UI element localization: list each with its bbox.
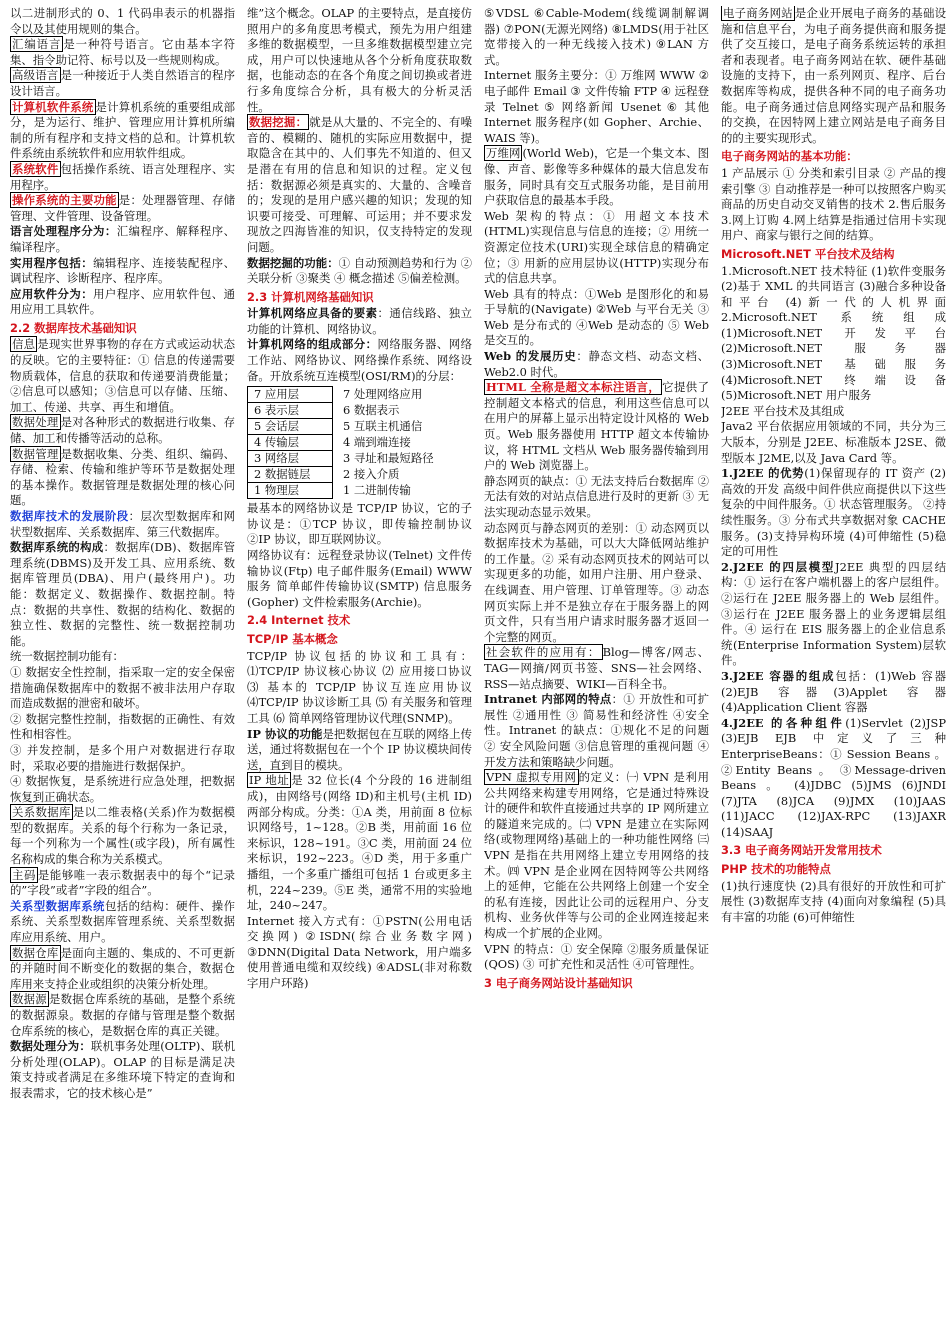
bold-term: 数据挖掘的功能： (247, 255, 339, 270)
term-highlight: 关系数据库 (12, 805, 71, 820)
paragraph-text: ① 自动预测趋势和行为 ② 关联分析 ③聚类 ④ 概念描述 ⑤偏差检测。 (247, 255, 472, 286)
paragraph (484, 645, 709, 692)
term-highlight: 数据仓库 (12, 945, 59, 960)
paragraph-text: ③ 并发控制，是多个用户对数据进行存取时，采取必要的措施进行数据保护。 (10, 742, 235, 773)
section-heading: PHP 技术的功能特点 (721, 862, 831, 877)
paragraph-text: 是面向主题的、集成的、不可更新的并随时间不断变化的数据的集合，数据仓库用来支持企业或组织的决策分析处理。 (10, 945, 235, 991)
paragraph-text: 的定义：㈠ VPN 是利用公共网络来构建专用网络，它是通过特殊设计的硬件和软件直接通过共享的 IP 网所建立的隧道来完成的。㈡ VPN 是建立在实际网络(或物理网络)基础上的一种功能性网络 ㈢ VPN 是指在共用网络上建立专用网络的技术。㈣ VPN 是企业网在因特网等公共网络上的延伸，它能在公共网络上创建一个安全的私有连接，因此让公司的远程用户、分支机构、业务伙伴等与公司的企业网连接起来构成一个扩展的企业网。 (484, 770, 709, 941)
paragraph-text: (1)执行速度快 (2)具有很好的开放性和可扩展性 (3)数据库支持 (4)面向对象编程 (5)具有丰富的功能 (6)可伸缩性 (721, 878, 946, 924)
paragraph-text: ⑤VDSL ⑥Cable-Modem(线缆调制解调器) ⑦PON(无源光网络) ⑧LMDS(用于社区宽带接入的一种无线接入技术) ⑨LAN 方式。 (484, 6, 709, 67)
paragraph (721, 669, 946, 716)
paragraph-text: 是 32 位长(4 个分段的 16 进制组成)，由网络号(网络 ID)和主机号(主机 ID)两部分构成。分类：①A 类，用前面 8 位标识网络号，1~128。②B 类，用前面 16 位来标识，128~191。③C 类，用前面 24 位来标识，192~223。④D 类，用于多重广播组，一个多重广播组可包括 1 台或更多主机，224~239。⑤E 类，通常不用的实验地址，240~247。 (247, 773, 472, 913)
osi-layer-function: 6 数据表示 (343, 403, 400, 418)
section-heading: 3.3 电子商务网站开发常用技术 (721, 843, 882, 858)
paragraph-text: 是：处理器管理、存储管理、文件管理、设备管理。 (10, 193, 235, 223)
paragraph (10, 224, 235, 255)
paragraph-text: 就是从大量的、不完全的、有噪音的、模糊的、随机的实际应用数据中，提取隐含在其中的、人们事先不知道的、但又是潜在有用的信息和知识的过程。定义包括：数据源必须是真实的、大量的、含噪音的；发现的是用户感兴趣的知识；发现的知识要可接受、可理解、可运用；并不要求发现放之四海皆准的知识，仅支持特定的发现问题。 (247, 115, 472, 254)
term-highlight: VPN 虚拟专用网 (486, 770, 577, 785)
paragraph-text: 是数据收集、分类、组织、编码、存储、检索、传输和维护等环节是数据处理的基本操作。数据管理是数据处理的核心问题。 (10, 446, 235, 508)
paragraph (484, 68, 709, 146)
bold-term: 应用软件分为： (10, 286, 94, 301)
paragraph (484, 521, 709, 646)
osi-layer-name: 1 物理层 (254, 483, 300, 498)
term-highlight: 万维网 (486, 146, 521, 161)
paragraph (721, 264, 946, 404)
paragraph (10, 447, 235, 509)
paragraph (10, 649, 235, 665)
paragraph-text: Blog—博客/网志、TAG—网摘/网页书签、SNS—社会网络、RSS—站点摘要、WIKI—百科全书。 (484, 645, 709, 691)
paragraph (10, 712, 235, 743)
paragraph-text: 包括操作系统、语言处理程序、实用程序。 (10, 161, 235, 192)
paragraph-text: 1 产品展示 ① 分类和索引目录 ② 产品的搜索引擎 ③ 自动推荐是一种可以按照客户购买商品的历史自动交叉销售的技术 2.售后服务 3.网上订购 4.网上结算是指通过信用卡实现用户、商家与银行之间的结算。 (721, 165, 946, 243)
paragraph-text: Web 架构的特点：① 用超文本技术(HTML)实现信息与信息的连接；② 用统一资源定位技术(URI)实现全球信息的精确定位；③ 用新的应用层协议(HTTP)实现分布式的信息共享。 (484, 208, 709, 286)
paragraph (10, 868, 235, 899)
paragraph-text: 用户程序、应用软件包、通用应用工具软件。 (10, 286, 235, 317)
paragraph-text: 是对各种形式的数据进行收集、存储、加工和传播等活动的总称。 (10, 415, 235, 446)
bold-term: Intranet 内部网的特点 (484, 692, 612, 707)
term-highlight: 系统软件 (12, 161, 59, 176)
paragraph (10, 337, 235, 415)
osi-layer-function: 1 二进制传输 (343, 483, 411, 498)
term-highlight: 数据挖掘： (249, 115, 308, 130)
paragraph (247, 773, 472, 913)
osi-layer-function: 7 处理网络应用 (343, 387, 423, 402)
paragraph-text: ：数据库(DB)、数据库管理系统(DBMS)及开发工具、应用系统、数据库管理员(DBA)、用户(最终用户)。功能：数据定义、数据操作、数据控制。特点：数据的共享性、数据的结构化、数据的独立性、数据的完整性、统一数据控制功能。 (10, 540, 235, 648)
paragraph (247, 6, 472, 115)
bold-term: Web 的发展历史 (484, 349, 577, 364)
paragraph (247, 548, 472, 610)
paragraph-text: Web 具有的特点：①Web 是图形化的和易于导航的(Navigate) ②Web 与平台无关 ③ Web 是分布式的 ④Web 是动态的 ⑤ Web 是交互的。 (484, 286, 709, 348)
paragraph-text: ：层次型数据库和网状型数据库、关系数据库、第三代数据库。 (10, 509, 235, 539)
term-highlight: 高级语言 (12, 68, 59, 83)
blue-term: 数据库技术的发展阶段 (10, 509, 129, 523)
paragraph-text: 是把数据包在互联的网络上传送，通过将数据包在一个个 IP 协议模块间传送，直到目的模块。 (247, 726, 472, 772)
bold-term: 语言处理程序分为： (10, 224, 117, 239)
paragraph-text: 是计算机系统的重要组成部分，是为运行、维护、管理应用计算机所编制的所有程序和支持文档的总和。计算机软件系统由系统软件和应用软件组成。 (10, 99, 235, 161)
paragraph (247, 501, 472, 548)
paragraph (247, 306, 472, 337)
paragraph (484, 770, 709, 942)
term-highlight: 汇编语言 (12, 37, 62, 52)
paragraph (484, 146, 709, 208)
paragraph (247, 914, 472, 992)
paragraph-text: (World Web)，它是一个集文本、图像、声音、影像等多种媒体的最大信息发布服务，同时具有交互式服务功能，是目前用户获取信息的最基本手段。 (484, 146, 709, 208)
paragraph (10, 946, 235, 993)
paragraph (10, 287, 235, 318)
osi-layer-name: 4 传输层 (248, 435, 332, 451)
paragraph-text: 是一种接近于人类自然语言的程序设计语言。 (10, 68, 235, 98)
column-3 (484, 6, 709, 1340)
paragraph-text: Internet 服务主要分：① 万维网 WWW ② 电子邮件 Email ③ 文件传输 FTP ④ 远程登录 Telnet ⑤ 网络新闻 Usenet ⑥ 其他 Internet 服务程序(如 Gopher、Archie、WAIS 等)。 (484, 68, 709, 145)
paragraph-text: 网络协议有：远程登录协议(Telnet) 文件传输协议(Ftp) 电子邮件服务(Email) WWW 服务 简单邮件传输协议(SMTP) 信息服务(Gopher) 文件检索服务(Archie)。 (247, 548, 472, 609)
term-highlight: IP 地址 (249, 773, 290, 788)
paragraph-text: 最基本的网络协议是 TCP/IP 协议，它的子协议是：①TCP 协议，即传输控制协议 ②IP 协议，即互联网协议。 (247, 501, 472, 547)
paragraph-text: 是数据仓库系统的基础，是整个系统的数据源泉。数据的存储与管理是整个数据仓库系统的核心，是数据仓库的真正关键。 (10, 992, 235, 1038)
paragraph-text: 包括的结构：硬件、操作系统、关系型数据库管理系统、关系型数据库应用系统、用户。 (10, 898, 235, 945)
bold-term: 4.J2EE 的各种组件 (721, 715, 846, 730)
paragraph-text: 网络服务器、网络工作站、网络协议、网络操作系统、网络设备。开放系统互连模型(OSI/RM)的分层： (247, 337, 472, 383)
term-highlight: 主码 (12, 867, 36, 882)
paragraph (10, 774, 235, 805)
section-heading: 电子商务网站的基本功能： (721, 149, 858, 164)
paragraph (484, 349, 709, 380)
bold-term: 数据库系统的构成 (10, 540, 104, 555)
section-heading: 3 电子商务网站设计基础知识 (484, 975, 633, 990)
paragraph-text: 维”这个概念。OLAP 的主要特点，是直接仿照用户的多角度思考模式，预先为用户组建多维的数据模型，一旦多维数据模型建立完成，用户可以快速地从各个分析角度获取数据，也能动态的在各个角度之间切换或者进行多角度综合分析，具有极大的分析灵活性。 (247, 6, 472, 114)
paragraph-text: 是以二维表格(关系)作为数据模型的数据库。关系的每个行称为一条记录，每一个列称为一个属性(或字段)，所有属性名称构成的集合称为关系模式。 (10, 805, 235, 867)
column-2 (247, 6, 472, 1340)
paragraph (721, 560, 946, 669)
term-highlight: 信息 (12, 337, 36, 352)
paragraph (721, 6, 946, 146)
term-highlight: 电子商务网站 (723, 6, 793, 20)
column-1 (10, 6, 235, 1340)
term-highlight: 数据管理 (12, 446, 59, 461)
paragraph-text: 静态网页的缺点：① 无法支持后台数据库 ② 无法有效的对站点信息进行及时的更新 ③ 无法实现动态显示效果。 (484, 473, 709, 519)
paragraph (484, 6, 709, 68)
paragraph-text: ④ 数据恢复，是系统进行应急处理，把数据恢复到正确状态。 (10, 774, 235, 804)
term-highlight: 数据处理 (12, 415, 59, 430)
paragraph (484, 692, 709, 770)
paragraph (10, 743, 235, 774)
paragraph (721, 716, 946, 841)
paragraph (10, 1039, 235, 1101)
bold-term: IP 协议的功能 (247, 726, 323, 741)
paragraph-text: 它提供了控制超文本格式的信息，利用这些信息可以在用户的屏幕上显示出特定设计风格的 Web 页。Web 服务器使用 HTTP 超文本传输协议，将 HTML 文档从 Web 服务器传输到用户的 Web 浏览器上。 (484, 380, 709, 473)
paragraph-text: J2EE 典型的四层结构：① 运行在客户端机器上的客户层组件。 ②运行在 J2EE 服务器上的 Web 层组件。 ③运行在 J2EE 服务器上的业务逻辑层组件。④ 运行在 EIS 服务器上的企业信息系统(Enterprise Information System)层软件。 (721, 559, 946, 668)
bold-term: 2.J2EE 的四层模型 (721, 559, 836, 574)
paragraph-text: 统一数据控制功能有： (10, 649, 124, 664)
paragraph (10, 37, 235, 68)
paragraph-text: ：通信线路、独立功能的计算机、网络协议。 (247, 306, 472, 336)
paragraph-text: 是一种符号语言。它由基本字符集、指令助记符、标号以及一些规则构成。 (10, 37, 235, 67)
osi-layer-function: 2 接入介质 (343, 467, 400, 482)
paragraph (10, 899, 235, 946)
bold-term: 计算机网络应具备的要素 (247, 306, 378, 321)
osi-layer-function: 3 寻址和最短路径 (343, 451, 434, 466)
paragraph-text: 汇编程序、解释程序、编译程序。 (10, 224, 235, 254)
paragraph (721, 466, 946, 560)
osi-layer-name: 3 网络层 (248, 451, 332, 467)
blue-term: 关系型数据库系统 (10, 898, 105, 913)
paragraph (10, 162, 235, 193)
paragraph-text: VPN 的特点：① 安全保障 ②服务质量保证(QOS) ③ 可扩充性和灵活性 ④可管理性。 (484, 941, 709, 972)
paragraph (10, 540, 235, 649)
paragraph (10, 256, 235, 287)
paragraph (484, 209, 709, 287)
paragraph (10, 665, 235, 712)
paragraph (484, 942, 709, 973)
paragraph-text: 以二进制形式的 0、1 代码串表示的机器指令以及其使用规则的集合。 (10, 6, 235, 36)
column-4 (721, 6, 946, 1340)
paragraph (484, 380, 709, 474)
bold-term: 实用程序包括： (10, 255, 94, 270)
paragraph (247, 649, 472, 727)
paragraph (721, 404, 946, 420)
paragraph-text: 是能够唯一表示数据表中的每个“记录的”字段”或者”字段的组合”。 (10, 867, 235, 898)
paragraph (484, 287, 709, 349)
paragraph (247, 256, 472, 287)
paragraph (10, 6, 235, 37)
paragraph-text: ：① 开放性和可扩展性 ②通用性 ③ 简易性和经济性 ④安全性。Intranet 的缺点：①规化不足的问题 ② 安全风险问题 ③信息管理的重视问题 ④开发方法和策略缺少问题。 (484, 692, 709, 769)
term-highlight: 操作系统的主要功能 (12, 193, 117, 208)
paragraph-text: (1)保留现存的 IT 资产 (2)高效的开发 高级中间件供应商提供以下这些复杂的中间件服务。① 状态管理服务。 ②持续性服务。③ 分布式共享数据对象 CACHE 服务。(3)支持异构环境 (4)可伸缩性 (5)稳定的可用性 (721, 466, 946, 559)
paragraph-text: TCP/IP 协议包括的协议和工具有：⑴TCP/IP 协议核心协议 ⑵ 应用接口协议 ⑶ 基本的 TCP/IP 协议互连应用协议 ⑷TCP/IP 协议诊断工具 ⑸ 有关服务和管理工具 ⑹ 简单网络管理协议代理(SNMP)。 (247, 648, 472, 725)
bold-term: 数据处理分为： (10, 1039, 91, 1054)
paragraph-text: 1.Microsoft.NET 技术特征 (1)软件变服务 (2)基于 XML 的共同语言 (3)融合多种设备和平台 (4)新一代的人机界面 2.Microsoft.NET 系统组成 (1)Microsoft.NET 开发平台 (2)Microsoft.NET 服务器 (3)Microsoft.NET 基础服务 (4)Microsoft.NET 终端设备 (5)Microsoft.NET 用户服务 (721, 263, 946, 403)
paragraph-text: (1)Servlet (2)JSP (3)EJB EJB 中定义了三种 EnterpriseBeans：① Session Beans 。 ②Entity Beans 。 ③Message-driven Beans 。 (4)JDBC (5)JMS (6)JNDI (7)JTA (8)JCA (9)JMX (10)JAAS (11)JACC (12)JAX-RPC (13)JAXR (14)SAAJ (721, 715, 946, 839)
osi-layer-table (247, 386, 472, 499)
paragraph-text: Java2 平台依据应用领域的不同，共分为三大版本，分别是 J2EE、标准版本 J2SE、微型版本 J2ME,以及 Java Card 等。 (721, 419, 946, 465)
term-highlight: HTML 全称是超文本标注语言， (486, 380, 661, 395)
paragraph-text: ① 数据安全性控制，指采取一定的安全保密措施确保数据库中的数据不被非法用户存取而造成数据的泄密和破坏。 (10, 664, 235, 711)
section-heading: TCP/IP 基本概念 (247, 632, 338, 646)
paragraph (721, 419, 946, 466)
bold-term: 计算机网络的组成部分： (247, 337, 378, 352)
osi-layer-name: 2 数据链层 (248, 467, 332, 483)
section-heading: Microsoft.NET 平台技术及结构 (721, 246, 895, 261)
section-heading: 2.3 计算机网络基础知识 (247, 289, 374, 304)
osi-layer-function: 5 互联主机通信 (343, 419, 423, 434)
paragraph (10, 68, 235, 99)
osi-layer-name: 5 会话层 (248, 419, 332, 435)
paragraph (247, 727, 472, 774)
paragraph-text: ：静态文档、动态文档、Web2.0 时代。 (484, 349, 709, 379)
paragraph (10, 193, 235, 224)
paragraph (247, 337, 472, 384)
paragraph (10, 509, 235, 540)
paragraph (484, 474, 709, 521)
term-highlight: 数据源 (12, 992, 47, 1007)
paragraph-text: ② 数据完整性控制，指数据的正确性、有效性和相容性。 (10, 711, 235, 742)
paragraph-text: 是企业开展电子商务的基础设施和信息平台，为电子商务提供商和服务提供了交互接口，是电子商务系统运转的承担者和表现者。电子商务网站在软、硬件基础设施的支持下，由一系列网页、程序、后台数据库等构成，提供各种不同的电子商务功能。电子商务通过信息网络实现产品和服务的交换，在因特网上建立网站是电子商务目的的主要实现形式。 (721, 6, 946, 145)
paragraph-text: 联机事务处理(OLTP)、联机分析处理(OLAP)。OLAP 的目标是满足决策支持或者满足在多维环境下特定的查询和报表需求，它的技术核心是” (10, 1039, 235, 1100)
term-highlight: 社会软件的应用有： (486, 645, 601, 660)
section-heading: 2.2 数据库技术基础知识 (10, 320, 137, 335)
bold-term: 1.J2EE 的优势 (721, 466, 805, 481)
paragraph-text: 包括：(1)Web 容器(2)EJB 容器(3)Applet 容器(4)Application Client 容器 (721, 668, 946, 715)
section-heading: 2.4 Internet 技术 (247, 613, 351, 628)
osi-layer-name: 7 应用层 (248, 387, 332, 403)
osi-layer-name: 6 表示层 (248, 403, 332, 419)
paragraph-text: 是现实世界事物的存在方式或运动状态的反映。它的主要特征：① 信息的传递需要物质载体，信息的获取和传递要消费能量；②信息可以感知；③信息可以存储、压缩、加工、传递、共享、再生和增值。 (10, 337, 235, 414)
paragraph (10, 415, 235, 446)
bold-term: 3.J2EE 容器的组成 (721, 668, 836, 683)
paragraph (10, 805, 235, 867)
term-highlight: 计算机软件系统 (12, 99, 94, 114)
paragraph-text: Internet 接入方式有：①PSTN(公用电话交换网) ②ISDN(综合业务数字网) ③DNN(Digital Data Network，用户端多使用普通电缆和双绞线) ④ADSL(非对称数字用户环路) (247, 913, 472, 991)
paragraph (10, 100, 235, 162)
paragraph-text: 编辑程序、连接装配程序、调试程序、诊断程序、程序库。 (10, 255, 235, 286)
paragraph (10, 992, 235, 1039)
paragraph-text: 动态网页与静态网页的差别：① 动态网页以数据库技术为基础，可以大大降低网站维护的工作量。② 采有动态网页技术的网站可以实现更多的功能，如用户注册、用户登录、在线调查、用户管理、订单管理等。③ 动态网页实际上并不是独立存在于服务器上的网页文件，只有当用户请求时服务器才返回一个完整的网页。 (484, 520, 709, 644)
paragraph (721, 166, 946, 244)
paragraph-text: J2EE 平台技术及其组成 (721, 403, 845, 418)
paragraph (721, 879, 946, 926)
osi-layer-function: 4 端到端连接 (343, 435, 411, 450)
paragraph (247, 115, 472, 255)
